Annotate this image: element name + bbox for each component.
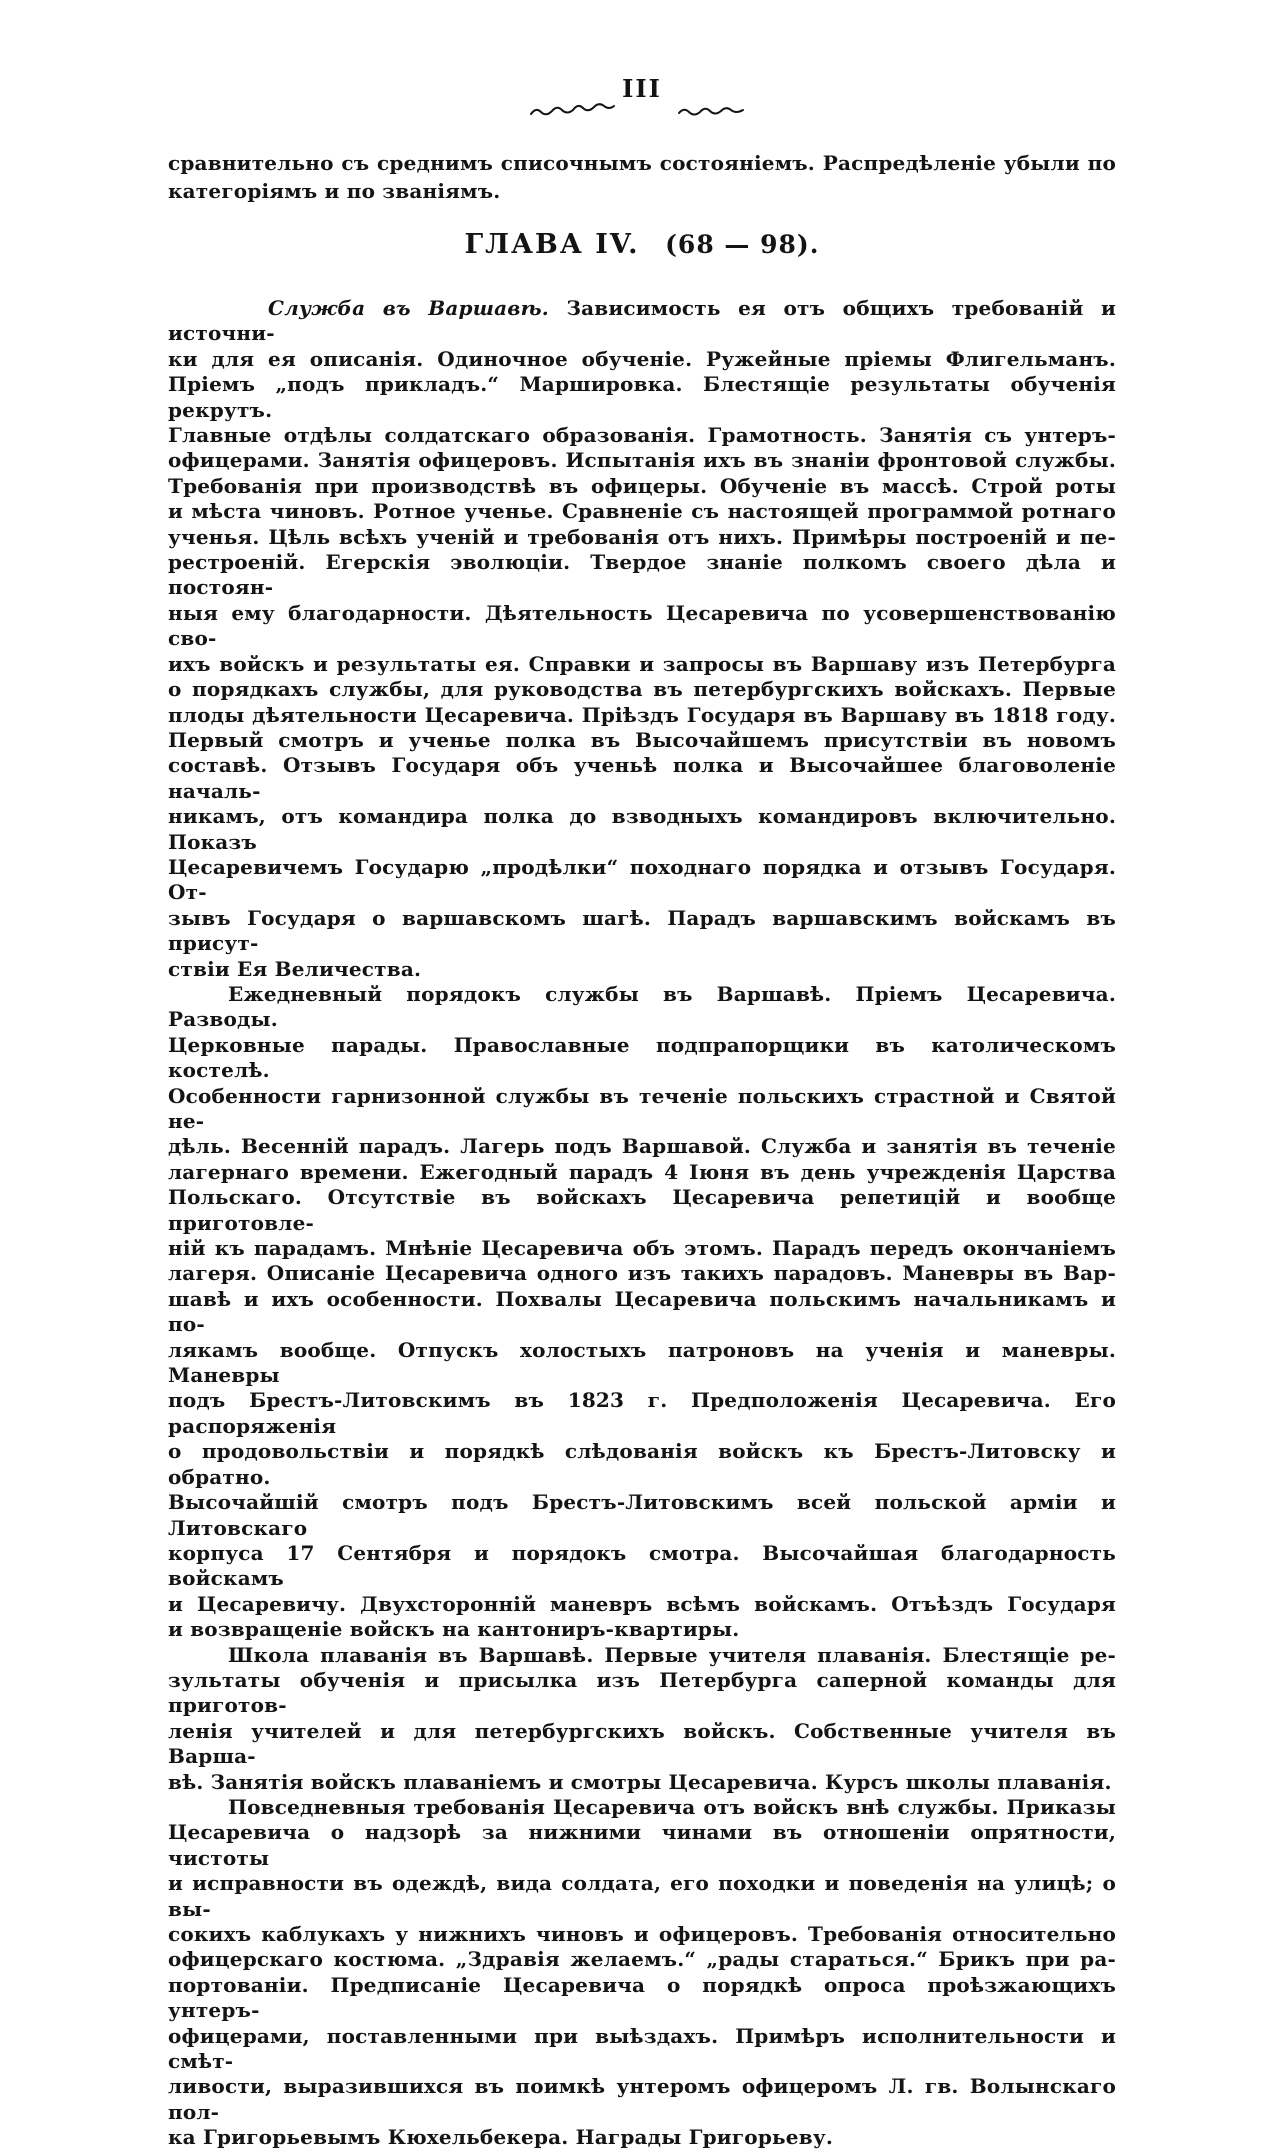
text-line: шавѣ и ихъ особенности. Похвалы Цесаревича польскимъ начальникамъ и по- <box>168 1286 1116 1337</box>
text-line: о порядкахъ службы, для руководства въ петербургскихъ войскахъ. Первые <box>168 677 1116 702</box>
text-line: портованіи. Предписаніе Цесаревича о порядкѣ опроса проѣзжающихъ унтеръ- <box>168 1972 1116 2023</box>
text-line: подъ Брестъ-Литовскимъ въ 1823 г. Предположенія Цесаревича. Его распоряженія <box>168 1388 1116 1438</box>
text-line: и Цесаревичу. Двухсторонній маневръ всѣмъ войскамъ. Отъѣздъ Государя <box>168 1591 1116 1616</box>
text-line: лагернаго времени. Ежегодный парадъ 4 Іюня въ день учрежденія Царства <box>168 1159 1116 1184</box>
chapter-page-range: (68 — 98). <box>665 230 820 259</box>
text-line: офицерскаго костюма. „Здравія желаемъ.“ „рады стараться.“ Брикъ при ра- <box>168 1947 1116 1972</box>
text-line: ученья. Цѣль всѣхъ ученій и требованія отъ нихъ. Примѣры построеній и пе- <box>168 524 1116 549</box>
chapter-title: ГЛАВА IV. <box>464 229 640 260</box>
text-line: Ежедневный порядокъ службы въ Варшавѣ. Пріемъ Цесаревича. Разводы. <box>168 981 1116 1032</box>
text-line: категоріямъ и по званіямъ. <box>168 179 501 203</box>
text-line: ка Григорьевымъ Кюхельбекера. Награды Григорьеву. <box>168 2125 833 2150</box>
text-line: ленія учителей и для петербургскихъ войскъ. Собственные учителя въ Варша- <box>168 1718 1116 1769</box>
text-line: Главные отдѣлы солдатскаго образованія. Грамотность. Занятія съ унтеръ- <box>168 423 1116 448</box>
text-line: сравнительно съ среднимъ списочнымъ состояніемъ. Распредѣленіе убыли по <box>168 151 1116 175</box>
text-line: рестроеній. Егерскія эволюціи. Твердое знаніе полкомъ своего дѣла и постоян- <box>168 550 1116 600</box>
continuation-paragraph <box>168 149 1116 205</box>
text-block <box>168 76 1116 2151</box>
text-line: Пріемъ „подъ прикладъ.“ Маршировка. Блестящіе результаты обученія рекрутъ. <box>168 372 1116 422</box>
text-line: Первый смотръ и ученье полка въ Высочайшемъ присутствіи въ новомъ <box>168 727 1116 752</box>
text-line: лякамъ вообще. Отпускъ холостыхъ патроновъ на ученія и маневры. Маневры <box>168 1337 1116 1388</box>
text-line: ки для ея описанія. Одиночное обученіе. Ружейные пріемы Флигельманъ. <box>168 346 1116 371</box>
header-ornament <box>168 103 1116 119</box>
text-line: Церковные парады. Православные подпрапорщики въ католическомъ костелѣ. <box>168 1032 1116 1083</box>
text-line: Особенности гарнизонной службы въ теченіе польскихъ страстной и Святой не- <box>168 1083 1116 1133</box>
page-number: III <box>622 74 662 103</box>
text-line: сокихъ каблукахъ у нижнихъ чиновъ и офицеровъ. Требованія относительно <box>168 1922 1116 1946</box>
text-line: ствіи Ея Величества. <box>168 956 422 981</box>
squiggle-ornament-icon <box>527 104 757 118</box>
chapter-heading <box>168 229 1116 260</box>
text-line: Школа плаванія въ Варшавѣ. Первые учителя плаванія. Блестящіе ре- <box>228 1642 1116 1667</box>
text-line: зультаты обученія и присылка изъ Петербурга саперной команды для приготов- <box>168 1667 1116 1718</box>
toc-paragraph-3 <box>168 1643 1116 1795</box>
text-line: Цесаревича о надзорѣ за нижними чинами въ отношеніи опрятности, чистоты <box>168 1820 1116 1870</box>
text-line: дѣль. Весенній парадъ. Лагерь подъ Варшавой. Служба и занятія въ теченіе <box>168 1134 1116 1159</box>
text-line: вѣ. Занятія войскъ плаваніемъ и смотры Цесаревича. Курсъ школы плаванія. <box>168 1769 1112 1794</box>
text-line: и мѣста чиновъ. Ротное ученье. Сравненіе съ настоящей программой ротнаго <box>168 499 1116 524</box>
text-line: Польскаго. Отсутствіе въ войскахъ Цесаревича репетицій и вообще приготовле- <box>168 1185 1116 1235</box>
text-line: Повседневныя требованія Цесаревича отъ войскъ внѣ службы. Приказы <box>228 1794 1116 1819</box>
text-line: корпуса 17 Сентября и порядокъ смотра. Высочайшая благодарность войскамъ <box>168 1540 1116 1591</box>
text-line: ній къ парадамъ. Мнѣніе Цесаревича объ этомъ. Парадъ передъ окончаніемъ <box>168 1236 1116 1261</box>
text-line: лагеря. Описаніе Цесаревича одного изъ такихъ парадовъ. Маневры въ Вар- <box>168 1261 1116 1286</box>
paragraph-lines <box>168 347 1116 982</box>
text-line: ныя ему благодарности. Дѣятельность Цесаревича по усовершенствованію сво- <box>168 600 1116 651</box>
text-line: зывъ Государя о варшавскомъ шагѣ. Парадъ варшавскимъ войскамъ въ присут- <box>168 905 1116 956</box>
text-line: составѣ. Отзывъ Государя объ ученьѣ полка и Высочайшее благоволеніе началь- <box>168 753 1116 803</box>
paragraph-lead-italic: Служба въ Варшавѣ. <box>268 296 549 320</box>
text-line: Цесаревичемъ Государю „продѣлки“ походнаго порядка и отзывъ Государя. От- <box>168 854 1116 905</box>
text-line: никамъ, отъ командира полка до взводныхъ командировъ включительно. Показъ <box>168 804 1116 854</box>
text-line: ихъ войскъ и результаты ея. Справки и запросы въ Варшаву изъ Петербурга <box>168 651 1116 676</box>
text-line: и исправности въ одеждѣ, вида солдата, его походки и поведенія на улицѣ; о вы- <box>168 1871 1116 1921</box>
text-line: и возвращеніе войскъ на кантониръ-квартиры. <box>168 1617 740 1642</box>
paragraph-first-line <box>168 296 1116 347</box>
toc-paragraph-2 <box>168 982 1116 1643</box>
text-line: Высочайшій смотръ подъ Брестъ-Литовскимъ всей польской арміи и Литовскаго <box>168 1490 1116 1540</box>
text-line: Требованія при производствѣ въ офицеры. Обученіе въ массѣ. Строй роты <box>168 473 1116 498</box>
text-line: о продовольствіи и порядкѣ слѣдованія войскъ къ Брестъ-Литовску и обратно. <box>168 1439 1116 1489</box>
toc-paragraph-4 <box>168 1795 1116 2151</box>
text-line: офицерами. Занятія офицеровъ. Испытанія ихъ въ знаніи фронтовой службы. <box>168 448 1116 473</box>
text-line: ливости, выразившихся въ поимкѣ унтеромъ офицеромъ Л. гв. Волынскаго пол- <box>168 2074 1116 2124</box>
toc-paragraph-1 <box>168 296 1116 982</box>
paragraph-first-line-rest: Зависимость ея отъ общихъ требованій и источни- <box>168 296 1116 346</box>
text-line: плоды дѣятельности Цесаревича. Пріѣздъ Государя въ Варшаву въ 1818 году. <box>168 702 1116 727</box>
text-line: офицерами, поставленными при выѣздахъ. Примѣръ исполнительности и смѣт- <box>168 2023 1116 2074</box>
